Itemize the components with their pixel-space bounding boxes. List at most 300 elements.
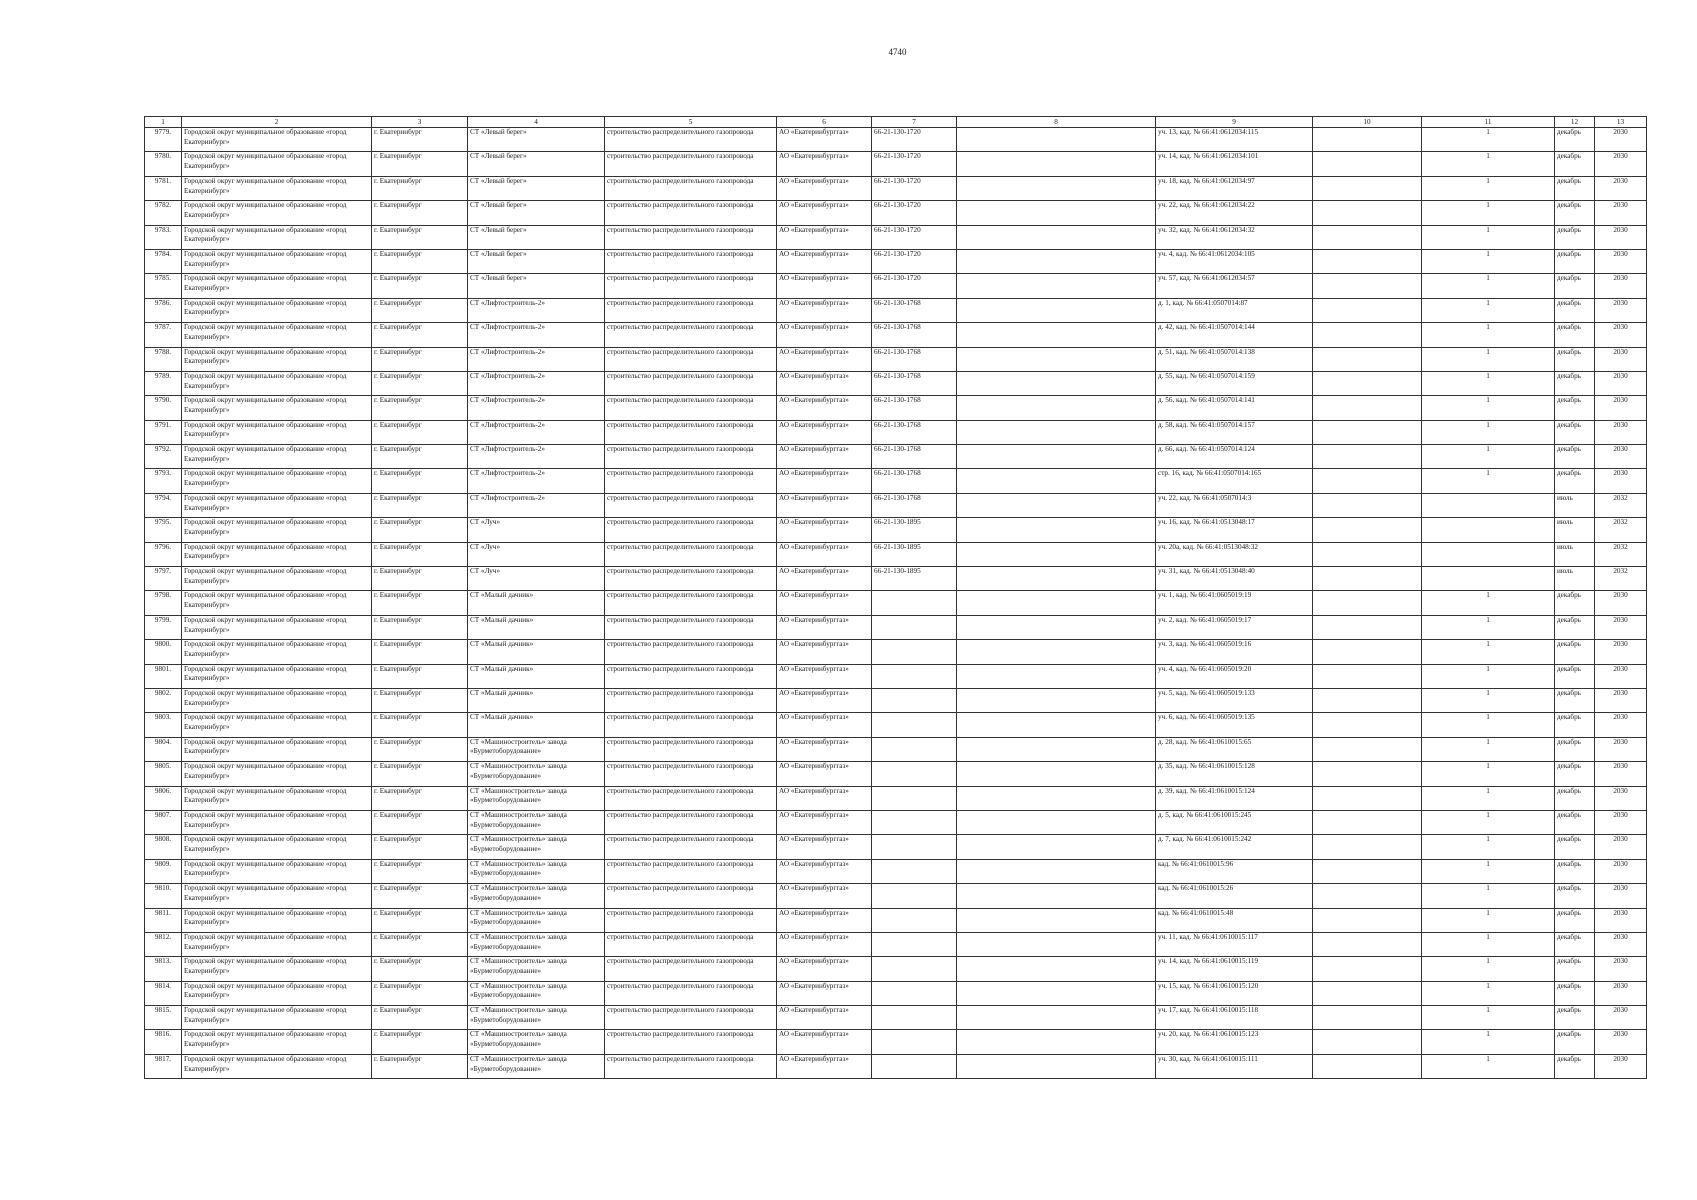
row-number-cell: 9807. [145, 810, 182, 834]
column-header-7: 7 [872, 117, 957, 128]
table-row [145, 713, 1647, 737]
column-header-13: 13 [1595, 117, 1647, 128]
row-number-cell: 9794. [145, 493, 182, 517]
address-cell: уч. 22, кад. № 66:41:0612034:22 [1156, 201, 1313, 225]
owner-cell: Городской округ муниципальное образование «город Екатеринбург» [182, 786, 372, 810]
col10-cell [1313, 347, 1422, 371]
year-cell: 2030 [1595, 908, 1647, 932]
settlement-cell: СТ «Машиностроитель» завода «Бурметоборудование» [468, 859, 605, 883]
month-cell: декабрь [1555, 713, 1595, 737]
work-cell: строительство распределительного газопровода [605, 591, 777, 615]
owner-cell: Городской округ муниципальное образование «город Екатеринбург» [182, 981, 372, 1005]
city-cell: г. Екатеринбург [372, 884, 468, 908]
owner-cell: Городской округ муниципальное образование «город Екатеринбург» [182, 152, 372, 176]
work-cell: строительство распределительного газопровода [605, 615, 777, 639]
year-cell: 2030 [1595, 128, 1647, 152]
company-cell: АО «Екатеринбурггаз» [777, 225, 872, 249]
row-number-cell: 9793. [145, 469, 182, 493]
settlement-cell: СТ «Лифтостроитель-2» [468, 323, 605, 347]
month-cell: декабрь [1555, 323, 1595, 347]
city-cell: г. Екатеринбург [372, 176, 468, 200]
column-header-12: 12 [1555, 117, 1595, 128]
col8-cell [957, 591, 1156, 615]
city-cell: г. Екатеринбург [372, 713, 468, 737]
table-row [145, 420, 1647, 444]
settlement-cell: СТ «Луч» [468, 542, 605, 566]
address-cell: уч. 20, кад. № 66:41:0610015:123 [1156, 1030, 1313, 1054]
settlement-cell: СТ «Машиностроитель» завода «Бурметоборудование» [468, 835, 605, 859]
month-cell: декабрь [1555, 469, 1595, 493]
settlement-cell: СТ «Лифтостроитель-2» [468, 347, 605, 371]
year-cell: 2030 [1595, 859, 1647, 883]
settlement-cell: СТ «Лифтостроитель-2» [468, 445, 605, 469]
owner-cell: Городской округ муниципальное образование «город Екатеринбург» [182, 957, 372, 981]
col11-cell: 1 [1422, 298, 1555, 322]
month-cell: декабрь [1555, 396, 1595, 420]
col11-cell: 1 [1422, 1006, 1555, 1030]
table-row [145, 835, 1647, 859]
company-cell: АО «Екатеринбурггаз» [777, 591, 872, 615]
address-cell: д. 1, кад. № 66:41:0507014:87 [1156, 298, 1313, 322]
col11-cell: 1 [1422, 884, 1555, 908]
row-number-cell: 9806. [145, 786, 182, 810]
address-cell: кад. № 66:41:0610015:96 [1156, 859, 1313, 883]
table-row [145, 128, 1647, 152]
year-cell: 2032 [1595, 518, 1647, 542]
settlement-cell: СТ «Левый берег» [468, 152, 605, 176]
col10-cell [1313, 567, 1422, 591]
address-cell: уч. 22, кад. № 66:41:0507014:3 [1156, 493, 1313, 517]
owner-cell: Городской округ муниципальное образование «город Екатеринбург» [182, 664, 372, 688]
settlement-cell: СТ «Машиностроитель» завода «Бурметоборудование» [468, 1006, 605, 1030]
work-cell: строительство распределительного газопровода [605, 957, 777, 981]
owner-cell: Городской округ муниципальное образование «город Екатеринбург» [182, 737, 372, 761]
owner-cell: Городской округ муниципальное образование «город Екатеринбург» [182, 249, 372, 273]
col11-cell: 1 [1422, 347, 1555, 371]
work-cell: строительство распределительного газопровода [605, 323, 777, 347]
col10-cell [1313, 664, 1422, 688]
col10-cell [1313, 810, 1422, 834]
year-cell: 2030 [1595, 810, 1647, 834]
col11-cell: 1 [1422, 664, 1555, 688]
year-cell: 2030 [1595, 835, 1647, 859]
year-cell: 2030 [1595, 713, 1647, 737]
settlement-cell: СТ «Машиностроитель» завода «Бурметоборудование» [468, 1054, 605, 1078]
row-number-cell: 9804. [145, 737, 182, 761]
settlement-cell: СТ «Малый дачник» [468, 591, 605, 615]
city-cell: г. Екатеринбург [372, 225, 468, 249]
col10-cell [1313, 323, 1422, 347]
owner-cell: Городской округ муниципальное образование «город Екатеринбург» [182, 542, 372, 566]
row-number-cell: 9802. [145, 688, 182, 712]
address-cell: д. 28, кад. № 66:41:0610015:65 [1156, 737, 1313, 761]
work-cell: строительство распределительного газопровода [605, 713, 777, 737]
address-cell: уч. 4, кад. № 66:41:0605019:20 [1156, 664, 1313, 688]
year-cell: 2030 [1595, 176, 1647, 200]
city-cell: г. Екатеринбург [372, 1054, 468, 1078]
code-cell [872, 591, 957, 615]
settlement-cell: СТ «Левый берег» [468, 225, 605, 249]
code-cell [872, 713, 957, 737]
col8-cell [957, 128, 1156, 152]
col10-cell [1313, 1006, 1422, 1030]
col11-cell: 1 [1422, 835, 1555, 859]
address-cell: кад. № 66:41:0610015:26 [1156, 884, 1313, 908]
city-cell: г. Екатеринбург [372, 420, 468, 444]
year-cell: 2032 [1595, 493, 1647, 517]
row-number-cell: 9808. [145, 835, 182, 859]
col8-cell [957, 762, 1156, 786]
settlement-cell: СТ «Малый дачник» [468, 615, 605, 639]
col11-cell: 1 [1422, 1030, 1555, 1054]
table-row [145, 298, 1647, 322]
work-cell: строительство распределительного газопровода [605, 835, 777, 859]
year-cell: 2030 [1595, 762, 1647, 786]
year-cell: 2030 [1595, 737, 1647, 761]
address-cell: д. 35, кад. № 66:41:0610015:128 [1156, 762, 1313, 786]
code-cell: 66-21-130-1720 [872, 225, 957, 249]
table-row [145, 225, 1647, 249]
table-row [145, 688, 1647, 712]
settlement-cell: СТ «Машиностроитель» завода «Бурметоборудование» [468, 786, 605, 810]
code-cell: 66-21-130-1720 [872, 249, 957, 273]
settlement-cell: СТ «Машиностроитель» завода «Бурметоборудование» [468, 762, 605, 786]
row-number-cell: 9795. [145, 518, 182, 542]
col11-cell: 1 [1422, 957, 1555, 981]
col8-cell [957, 567, 1156, 591]
month-cell: декабрь [1555, 1030, 1595, 1054]
row-number-cell: 9812. [145, 932, 182, 956]
table-row [145, 542, 1647, 566]
row-number-cell: 9797. [145, 567, 182, 591]
code-cell: 66-21-130-1768 [872, 371, 957, 395]
owner-cell: Городской округ муниципальное образование «город Екатеринбург» [182, 762, 372, 786]
month-cell: декабрь [1555, 981, 1595, 1005]
owner-cell: Городской округ муниципальное образование «город Екатеринбург» [182, 128, 372, 152]
column-header-5: 5 [605, 117, 777, 128]
owner-cell: Городской округ муниципальное образование «город Екатеринбург» [182, 908, 372, 932]
address-cell: уч. 32, кад. № 66:41:0612034:32 [1156, 225, 1313, 249]
owner-cell: Городской округ муниципальное образование «город Екатеринбург» [182, 591, 372, 615]
col8-cell [957, 737, 1156, 761]
col8-cell [957, 176, 1156, 200]
table-row [145, 859, 1647, 883]
code-cell [872, 835, 957, 859]
month-cell: декабрь [1555, 835, 1595, 859]
owner-cell: Городской округ муниципальное образование «город Екатеринбург» [182, 1030, 372, 1054]
month-cell: декабрь [1555, 859, 1595, 883]
settlement-cell: СТ «Машиностроитель» завода «Бурметоборудование» [468, 932, 605, 956]
year-cell: 2030 [1595, 640, 1647, 664]
work-cell: строительство распределительного газопровода [605, 420, 777, 444]
code-cell: 66-21-130-1768 [872, 396, 957, 420]
company-cell: АО «Екатеринбурггаз» [777, 542, 872, 566]
work-cell: строительство распределительного газопровода [605, 859, 777, 883]
col8-cell [957, 420, 1156, 444]
settlement-cell: СТ «Лифтостроитель-2» [468, 420, 605, 444]
table-row [145, 249, 1647, 273]
col10-cell [1313, 762, 1422, 786]
table-row [145, 932, 1647, 956]
address-cell: стр. 16, кад. № 66:41:0507014:165 [1156, 469, 1313, 493]
col11-cell [1422, 493, 1555, 517]
gas-pipeline-table [144, 116, 1647, 1079]
work-cell: строительство распределительного газопровода [605, 396, 777, 420]
work-cell: строительство распределительного газопровода [605, 152, 777, 176]
code-cell [872, 957, 957, 981]
city-cell: г. Екатеринбург [372, 128, 468, 152]
column-header-11: 11 [1422, 117, 1555, 128]
work-cell: строительство распределительного газопровода [605, 128, 777, 152]
address-cell: уч. 16, кад. № 66:41:0513048:17 [1156, 518, 1313, 542]
code-cell [872, 1054, 957, 1078]
company-cell: АО «Екатеринбурггаз» [777, 1054, 872, 1078]
company-cell: АО «Екатеринбурггаз» [777, 664, 872, 688]
code-cell: 66-21-130-1895 [872, 567, 957, 591]
month-cell: июль [1555, 542, 1595, 566]
owner-cell: Городской округ муниципальное образование «город Екатеринбург» [182, 1054, 372, 1078]
col11-cell: 1 [1422, 908, 1555, 932]
work-cell: строительство распределительного газопровода [605, 1054, 777, 1078]
owner-cell: Городской округ муниципальное образование «город Екатеринбург» [182, 1006, 372, 1030]
col10-cell [1313, 542, 1422, 566]
company-cell: АО «Екатеринбурггаз» [777, 274, 872, 298]
owner-cell: Городской округ муниципальное образование «город Екатеринбург» [182, 859, 372, 883]
work-cell: строительство распределительного газопровода [605, 371, 777, 395]
col8-cell [957, 810, 1156, 834]
month-cell: декабрь [1555, 176, 1595, 200]
month-cell: июль [1555, 493, 1595, 517]
col8-cell [957, 396, 1156, 420]
company-cell: АО «Екатеринбурггаз» [777, 615, 872, 639]
city-cell: г. Екатеринбург [372, 688, 468, 712]
owner-cell: Городской округ муниципальное образование «город Екатеринбург» [182, 615, 372, 639]
company-cell: АО «Екатеринбурггаз» [777, 737, 872, 761]
col8-cell [957, 445, 1156, 469]
row-number-cell: 9788. [145, 347, 182, 371]
code-cell [872, 932, 957, 956]
table-row [145, 957, 1647, 981]
year-cell: 2030 [1595, 591, 1647, 615]
code-cell: 66-21-130-1895 [872, 518, 957, 542]
settlement-cell: СТ «Машиностроитель» завода «Бурметоборудование» [468, 884, 605, 908]
row-number-cell: 9791. [145, 420, 182, 444]
col10-cell [1313, 1030, 1422, 1054]
address-cell: д. 42, кад. № 66:41:0507014:144 [1156, 323, 1313, 347]
col11-cell: 1 [1422, 128, 1555, 152]
code-cell [872, 981, 957, 1005]
city-cell: г. Екатеринбург [372, 518, 468, 542]
col11-cell: 1 [1422, 201, 1555, 225]
row-number-cell: 9816. [145, 1030, 182, 1054]
company-cell: АО «Екатеринбурггаз» [777, 908, 872, 932]
col10-cell [1313, 249, 1422, 273]
owner-cell: Городской округ муниципальное образование «город Екатеринбург» [182, 176, 372, 200]
row-number-cell: 9790. [145, 396, 182, 420]
company-cell: АО «Екатеринбурггаз» [777, 713, 872, 737]
col10-cell [1313, 128, 1422, 152]
row-number-cell: 9781. [145, 176, 182, 200]
col8-cell [957, 664, 1156, 688]
code-cell [872, 664, 957, 688]
col8-cell [957, 347, 1156, 371]
company-cell: АО «Екатеринбурггаз» [777, 445, 872, 469]
address-cell: д. 66, кад. № 66:41:0507014:124 [1156, 445, 1313, 469]
table-row [145, 810, 1647, 834]
owner-cell: Городской округ муниципальное образование «город Екатеринбург» [182, 884, 372, 908]
table-row [145, 274, 1647, 298]
code-cell: 66-21-130-1720 [872, 128, 957, 152]
year-cell: 2030 [1595, 884, 1647, 908]
col11-cell: 1 [1422, 1054, 1555, 1078]
address-cell: уч. 57, кад. № 66:41:0612034:57 [1156, 274, 1313, 298]
work-cell: строительство распределительного газопровода [605, 640, 777, 664]
table-row [145, 762, 1647, 786]
row-number-cell: 9810. [145, 884, 182, 908]
settlement-cell: СТ «Машиностроитель» завода «Бурметоборудование» [468, 908, 605, 932]
code-cell: 66-21-130-1720 [872, 176, 957, 200]
city-cell: г. Екатеринбург [372, 469, 468, 493]
column-header-4: 4 [468, 117, 605, 128]
city-cell: г. Екатеринбург [372, 1030, 468, 1054]
year-cell: 2030 [1595, 981, 1647, 1005]
owner-cell: Городской округ муниципальное образование «город Екатеринбург» [182, 713, 372, 737]
row-number-cell: 9800. [145, 640, 182, 664]
company-cell: АО «Екатеринбурггаз» [777, 469, 872, 493]
col10-cell [1313, 688, 1422, 712]
table-row [145, 737, 1647, 761]
month-cell: декабрь [1555, 932, 1595, 956]
col8-cell [957, 932, 1156, 956]
month-cell: декабрь [1555, 640, 1595, 664]
settlement-cell: СТ «Левый берег» [468, 176, 605, 200]
col11-cell: 1 [1422, 274, 1555, 298]
year-cell: 2030 [1595, 298, 1647, 322]
address-cell: уч. 6, кад. № 66:41:0605019:135 [1156, 713, 1313, 737]
code-cell: 66-21-130-1895 [872, 542, 957, 566]
city-cell: г. Екатеринбург [372, 567, 468, 591]
year-cell: 2030 [1595, 445, 1647, 469]
work-cell: строительство распределительного газопровода [605, 493, 777, 517]
col10-cell [1313, 737, 1422, 761]
work-cell: строительство распределительного газопровода [605, 567, 777, 591]
address-cell: д. 56, кад. № 66:41:0507014:141 [1156, 396, 1313, 420]
code-cell [872, 640, 957, 664]
settlement-cell: СТ «Луч» [468, 567, 605, 591]
col10-cell [1313, 225, 1422, 249]
col11-cell: 1 [1422, 762, 1555, 786]
table-body [145, 128, 1647, 1079]
company-cell: АО «Екатеринбурггаз» [777, 567, 872, 591]
column-header-9: 9 [1156, 117, 1313, 128]
work-cell: строительство распределительного газопровода [605, 932, 777, 956]
city-cell: г. Екатеринбург [372, 542, 468, 566]
city-cell: г. Екатеринбург [372, 298, 468, 322]
owner-cell: Городской округ муниципальное образование «город Екатеринбург» [182, 518, 372, 542]
company-cell: АО «Екатеринбурггаз» [777, 201, 872, 225]
col10-cell [1313, 396, 1422, 420]
address-cell: уч. 14, кад. № 66:41:0610015:119 [1156, 957, 1313, 981]
work-cell: строительство распределительного газопровода [605, 518, 777, 542]
col10-cell [1313, 152, 1422, 176]
column-header-6: 6 [777, 117, 872, 128]
city-cell: г. Екатеринбург [372, 1006, 468, 1030]
row-number-cell: 9815. [145, 1006, 182, 1030]
company-cell: АО «Екатеринбурггаз» [777, 298, 872, 322]
col8-cell [957, 835, 1156, 859]
col10-cell [1313, 518, 1422, 542]
table-row [145, 591, 1647, 615]
col10-cell [1313, 493, 1422, 517]
col8-cell [957, 640, 1156, 664]
row-number-cell: 9811. [145, 908, 182, 932]
col10-cell [1313, 274, 1422, 298]
company-cell: АО «Екатеринбурггаз» [777, 371, 872, 395]
work-cell: строительство распределительного газопровода [605, 908, 777, 932]
col11-cell: 1 [1422, 371, 1555, 395]
code-cell [872, 615, 957, 639]
year-cell: 2030 [1595, 1006, 1647, 1030]
col11-cell: 1 [1422, 713, 1555, 737]
settlement-cell: СТ «Машиностроитель» завода «Бурметоборудование» [468, 981, 605, 1005]
work-cell: строительство распределительного газопровода [605, 688, 777, 712]
col8-cell [957, 615, 1156, 639]
column-header-1: 1 [145, 117, 182, 128]
owner-cell: Городской округ муниципальное образование «город Екатеринбург» [182, 347, 372, 371]
address-cell: д. 55, кад. № 66:41:0507014:159 [1156, 371, 1313, 395]
table-row [145, 347, 1647, 371]
col8-cell [957, 152, 1156, 176]
col8-cell [957, 469, 1156, 493]
col8-cell [957, 493, 1156, 517]
city-cell: г. Екатеринбург [372, 615, 468, 639]
col10-cell [1313, 298, 1422, 322]
owner-cell: Городской округ муниципальное образование «город Екатеринбург» [182, 323, 372, 347]
table-row [145, 176, 1647, 200]
work-cell: строительство распределительного газопровода [605, 664, 777, 688]
table-row [145, 152, 1647, 176]
col11-cell: 1 [1422, 591, 1555, 615]
row-number-cell: 9780. [145, 152, 182, 176]
owner-cell: Городской округ муниципальное образование «город Екатеринбург» [182, 688, 372, 712]
month-cell: декабрь [1555, 298, 1595, 322]
table-row [145, 981, 1647, 1005]
row-number-cell: 9787. [145, 323, 182, 347]
code-cell [872, 762, 957, 786]
month-cell: июль [1555, 518, 1595, 542]
settlement-cell: СТ «Лифтостроитель-2» [468, 371, 605, 395]
code-cell: 66-21-130-1768 [872, 298, 957, 322]
address-cell: уч. 13, кад. № 66:41:0612034:115 [1156, 128, 1313, 152]
col8-cell [957, 274, 1156, 298]
col8-cell [957, 249, 1156, 273]
col8-cell [957, 542, 1156, 566]
row-number-cell: 9817. [145, 1054, 182, 1078]
city-cell: г. Екатеринбург [372, 591, 468, 615]
address-cell: уч. 2, кад. № 66:41:0605019:17 [1156, 615, 1313, 639]
code-cell [872, 810, 957, 834]
row-number-cell: 9813. [145, 957, 182, 981]
month-cell: декабрь [1555, 420, 1595, 444]
work-cell: строительство распределительного газопровода [605, 445, 777, 469]
year-cell: 2030 [1595, 201, 1647, 225]
row-number-cell: 9798. [145, 591, 182, 615]
col11-cell: 1 [1422, 981, 1555, 1005]
code-cell: 66-21-130-1768 [872, 445, 957, 469]
month-cell: декабрь [1555, 786, 1595, 810]
company-cell: АО «Екатеринбурггаз» [777, 396, 872, 420]
col10-cell [1313, 615, 1422, 639]
